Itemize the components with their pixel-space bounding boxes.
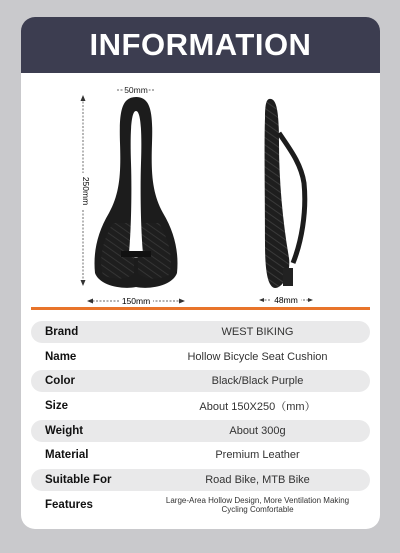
spec-row-brand bbox=[31, 321, 370, 343]
spec-value: Road Bike, MTB Bike bbox=[205, 474, 310, 487]
product-figure bbox=[21, 73, 380, 323]
spec-value: About 150X250（mm） bbox=[199, 401, 316, 414]
spec-key: Suitable For bbox=[45, 474, 112, 487]
length-dimension bbox=[78, 95, 91, 286]
page-title: INFORMATION bbox=[89, 27, 312, 62]
side-depth-dimension bbox=[259, 295, 313, 305]
spec-row-features bbox=[31, 494, 370, 516]
saddle-top-view bbox=[95, 97, 178, 288]
spec-value: Premium Leather bbox=[215, 449, 300, 462]
spec-key: Color bbox=[45, 375, 76, 388]
bottom-width-label: 150mm bbox=[121, 296, 151, 306]
spec-value: Hollow Bicycle Seat Cushion bbox=[187, 350, 328, 363]
top-width-dimension bbox=[117, 85, 155, 95]
spec-row-suitable-for bbox=[31, 469, 370, 491]
spec-row-weight bbox=[31, 420, 370, 442]
spec-value: WEST BIKING bbox=[221, 326, 294, 338]
spec-table bbox=[31, 321, 370, 519]
spec-value: Large-Area Hollow Design, More Ventilation Making Cycling Comfortable bbox=[165, 495, 350, 514]
spec-key: Brand bbox=[45, 326, 79, 338]
top-width-label: 50mm bbox=[124, 85, 148, 95]
accent-divider bbox=[31, 307, 370, 310]
spec-key: Material bbox=[45, 449, 89, 462]
header-banner bbox=[21, 17, 380, 73]
saddle-illustration bbox=[21, 73, 380, 323]
spec-row-name bbox=[31, 346, 370, 368]
spec-row-color bbox=[31, 370, 370, 392]
bottom-width-dimension bbox=[87, 296, 185, 306]
spec-key: Name bbox=[45, 350, 77, 363]
spec-value: Black/Black Purple bbox=[211, 375, 304, 388]
spec-row-size bbox=[31, 395, 370, 417]
saddle-side-view bbox=[265, 99, 305, 288]
spec-key: Size bbox=[45, 400, 69, 413]
side-depth-label: 48mm bbox=[274, 295, 298, 305]
spec-value: About 300g bbox=[229, 424, 286, 437]
spec-row-material bbox=[31, 444, 370, 466]
spec-key: Weight bbox=[45, 424, 84, 437]
info-card bbox=[21, 17, 380, 529]
spec-key: Features bbox=[45, 498, 93, 511]
length-label: 250mm bbox=[81, 176, 91, 206]
